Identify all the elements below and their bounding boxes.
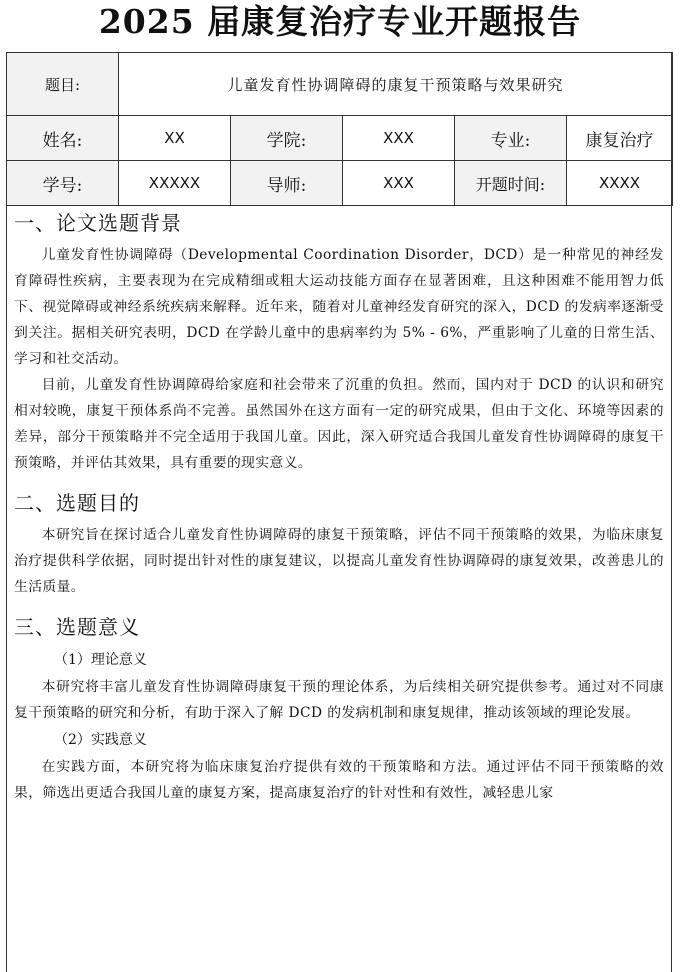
section-heading-background: 一、论文选题背景 bbox=[14, 211, 182, 235]
info-table bbox=[6, 52, 673, 206]
major-label: 专业: bbox=[455, 116, 567, 161]
college-value: XXX bbox=[343, 116, 455, 161]
practical-paragraph: 在实践方面，本研究将为临床康复治疗提供有效的干预策略和方法。通过评估不同干预策略的效果，筛选出更适合我国儿童的康复方案，提高康复治疗的针对性和有效性，减轻患儿家 bbox=[14, 759, 664, 801]
background-paragraph: 目前，儿童发育性协调障碍给家庭和社会带来了沉重的负担。然而，国内对于 DCD 的认识和研究相对较晚，康复干预体系尚不完善。虽然国外在这方面有一定的研究成果，但由于文化、环境等因素的差异，部分干预策略并不完全适用于我国儿童。因此，深入研究适合我国儿童发育性协调障碍的康复干预策略，并评估其效果，具有重要的现实意义。 bbox=[14, 377, 664, 471]
advisor-value: XXX bbox=[343, 161, 455, 206]
student-id-label: 学号: bbox=[7, 161, 119, 206]
proposal-time-value: XXXX bbox=[567, 161, 673, 206]
name-label: 姓名: bbox=[7, 116, 119, 161]
topic-label: 题目: bbox=[7, 53, 119, 116]
topic-row bbox=[7, 53, 673, 116]
id-row bbox=[7, 161, 673, 206]
name-value: XX bbox=[119, 116, 231, 161]
page-title: 2025 届康复治疗专业开题报告 bbox=[98, 2, 582, 41]
section-heading-significance: 三、选题意义 bbox=[14, 615, 140, 639]
major-value: 康复治疗 bbox=[567, 116, 673, 161]
purpose-paragraph: 本研究旨在探讨适合儿童发育性协调障碍的康复干预策略，评估不同干预策略的效果，为临床康复治疗提供科学依据，同时提出针对性的康复建议，以提高儿童发育性协调障碍的康复效果，改善患儿的生活质量。 bbox=[14, 527, 664, 595]
subheading-theoretical: （1）理论意义 bbox=[54, 652, 147, 668]
topic-value: 儿童发育性协调障碍的康复干预策略与效果研究 bbox=[119, 53, 673, 116]
name-row bbox=[7, 116, 673, 161]
theoretical-paragraph: 本研究将丰富儿童发育性协调障碍康复干预的理论体系，为后续相关研究提供参考。通过对不同康复干预策略的研究和分析，有助于深入了解 DCD 的发病机制和康复规律，推动该领域的理论发展。 bbox=[14, 679, 664, 721]
college-label: 学院: bbox=[231, 116, 343, 161]
subheading-practical: （2）实践意义 bbox=[54, 732, 147, 748]
background-paragraph: 儿童发育性协调障碍（Developmental Coordination Disorder，DCD）是一种常见的神经发育障碍性疾病，主要表现为在完成精细或粗大运动技能方面存在显著困难，且这种困难不能用智力低下、视觉障碍或神经系统疾病来解释。近年来，随着对儿童神经发育研究的深入，DCD 的发病率逐渐受到关注。据相关研究表明，DCD 在学龄儿童中的患病率约为 5% - 6%，严重影响了儿童的日常生活、学习和社交活动。 bbox=[14, 247, 664, 367]
proposal-time-label: 开题时间: bbox=[455, 161, 567, 206]
student-id-value: XXXXX bbox=[119, 161, 231, 206]
advisor-label: 导师: bbox=[231, 161, 343, 206]
section-heading-purpose: 二、选题目的 bbox=[14, 491, 140, 515]
report-body bbox=[14, 208, 664, 806]
